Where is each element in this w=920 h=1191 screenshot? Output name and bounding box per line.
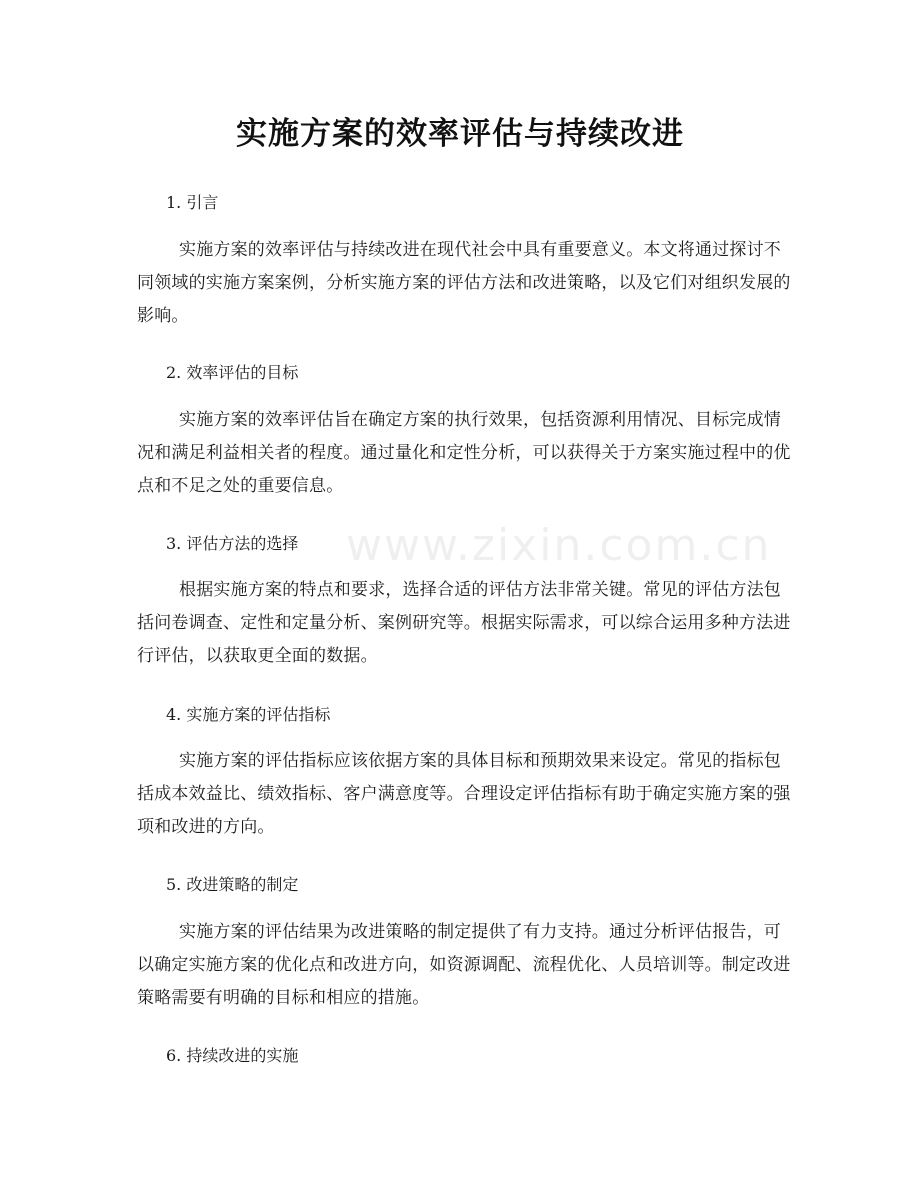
section-body-2: 实施方案的效率评估旨在确定方案的执行效果，包括资源利用情况、目标完成情况和满足利益相关者的程度。通过量化和定性分析，可以获得关于方案实施过程中的优点和不足之处的重要信息。 xyxy=(137,410,791,496)
section-heading-4: 4. 实施方案的评估指标 xyxy=(166,705,331,724)
section-body-3: 根据实施方案的特点和要求，选择合适的评估方法非常关键。常见的评估方法包括问卷调查、定性和定量分析、案例研究等。根据实际需求，可以综合运用多种方法进行评估，以获取更全面的数据。 xyxy=(137,580,791,666)
section-heading-6: 6. 持续改进的实施 xyxy=(166,1046,299,1065)
watermark-text: www.zixin.com.cn xyxy=(346,520,772,571)
section-body-4: 实施方案的评估指标应该依据方案的具体目标和预期效果来设定。常见的指标包括成本效益比、绩效指标、客户满意度等。合理设定评估指标有助于确定实施方案的强项和改进的方向。 xyxy=(137,751,791,837)
section-heading-2: 2. 效率评估的目标 xyxy=(166,363,299,382)
section-heading-3: 3. 评估方法的选择 xyxy=(166,534,299,553)
section-heading-5: 5. 改进策略的制定 xyxy=(166,875,299,894)
section-body-1: 实施方案的效率评估与持续改进在现代社会中具有重要意义。本文将通过探讨不同领域的实施方案案例，分析实施方案的评估方法和改进策略，以及它们对组织发展的影响。 xyxy=(137,240,791,326)
section-heading-1: 1. 引言 xyxy=(166,193,219,212)
section-body-5: 实施方案的评估结果为改进策略的制定提供了有力支持。通过分析评估报告，可以确定实施方案的优化点和改进方向，如资源调配、流程优化、人员培训等。制定改进策略需要有明确的目标和相应的措施。 xyxy=(137,922,791,1008)
document-title: 实施方案的效率评估与持续改进 xyxy=(236,116,684,152)
